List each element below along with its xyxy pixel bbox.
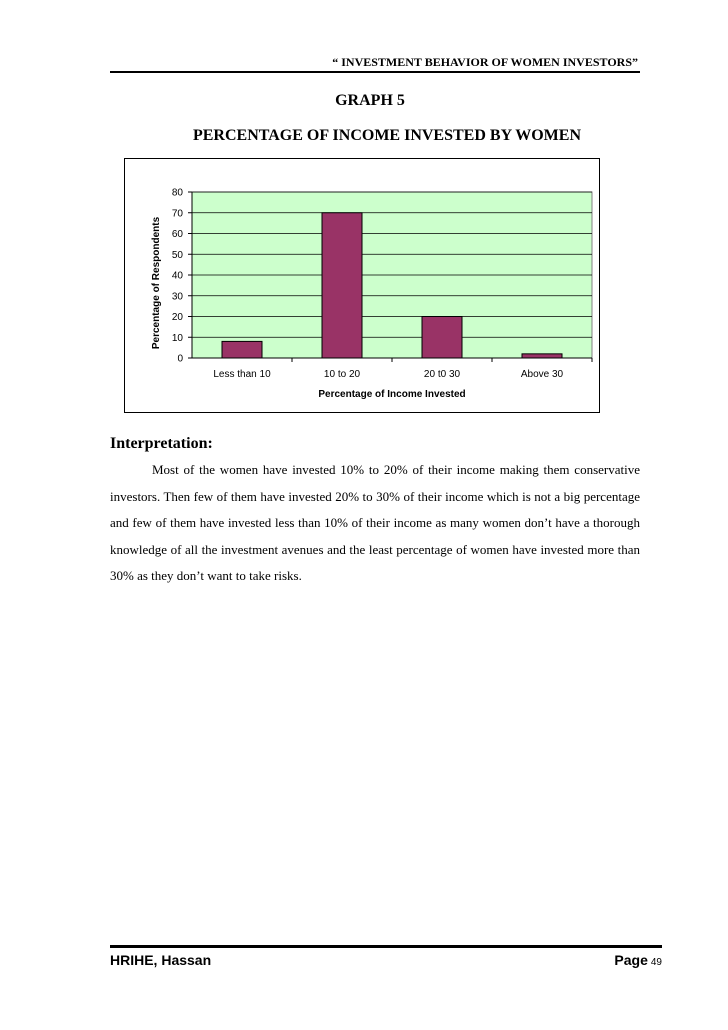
bar <box>222 341 262 358</box>
y-tick-label: 60 <box>171 229 183 240</box>
bar-chart <box>125 159 599 412</box>
chart-frame <box>124 158 600 413</box>
footer-page <box>614 952 662 970</box>
y-tick-label: 40 <box>171 270 183 282</box>
chart-title: PERCENTAGE OF INCOME INVESTED BY WOMEN <box>192 127 582 144</box>
y-tick-label: 50 <box>171 249 183 261</box>
header-rule <box>110 71 640 73</box>
page-label: Page <box>614 952 648 968</box>
y-axis-label: Percentage of Respondents <box>151 216 162 350</box>
interpretation-heading: Interpretation: <box>110 435 213 452</box>
bar <box>322 213 362 358</box>
bar <box>422 317 462 359</box>
page-number: 49 <box>650 957 662 968</box>
y-tick-label: 30 <box>171 291 183 303</box>
interpretation-body: Most of the women have invested 10% to 20% of their income making them conservative investors. Then few of them have invested 20% to 30% of their income which is not a big percentage and few of them have invested less than 10% of their income as many women don’t have a thorough knowledge of all the investment avenues and the least percentage of women have invested more than 30% as they don’t want to take risks. <box>110 462 640 583</box>
x-tick-label: 20 t0 30 <box>423 369 461 380</box>
y-tick-label: 70 <box>171 208 183 220</box>
x-axis-label: Percentage of Income Invested <box>318 389 466 400</box>
x-tick-label: Above 30 <box>520 369 564 380</box>
bar <box>522 354 562 358</box>
x-tick-label: 10 to 20 <box>323 369 361 380</box>
x-tick-label: Less than 10 <box>213 369 271 380</box>
footer-author: HRIHE, Hassan <box>110 952 212 968</box>
y-tick-label: 20 <box>171 312 183 323</box>
y-tick-label: 0 <box>177 353 183 365</box>
graph-label: GRAPH 5 <box>335 92 405 109</box>
y-tick-label: 10 <box>171 332 183 344</box>
footer-rule <box>110 945 662 948</box>
y-tick-label: 80 <box>171 187 183 199</box>
running-header: “ INVESTMENT BEHAVIOR OF WOMEN INVESTORS” <box>332 55 638 69</box>
